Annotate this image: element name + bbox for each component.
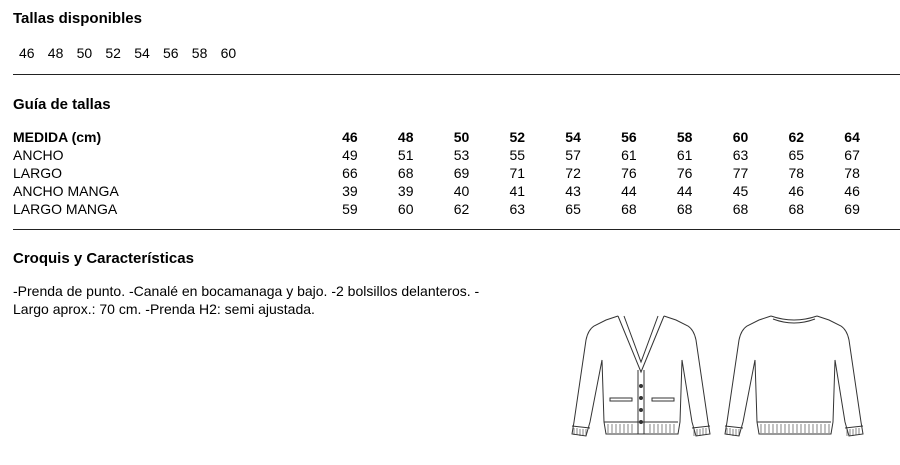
measure-value: 44 bbox=[621, 182, 637, 199]
measure-value: 66 bbox=[342, 164, 358, 181]
description-line: -Prenda de punto. -Canalé en bocamanaga y bajo. -2 bolsillos delanteros. - bbox=[13, 283, 480, 299]
measure-label: LARGO bbox=[13, 164, 63, 181]
size-option: 54 bbox=[134, 45, 150, 61]
measure-value: 57 bbox=[565, 146, 581, 163]
size-column-header: 48 bbox=[397, 128, 414, 145]
measure-value: 76 bbox=[676, 164, 693, 181]
measure-value: 51 bbox=[397, 146, 414, 163]
table-header-row bbox=[13, 128, 880, 146]
divider bbox=[13, 229, 900, 230]
measure-value: 41 bbox=[509, 182, 526, 199]
measure-value: 68 bbox=[397, 164, 414, 181]
size-column-header: 46 bbox=[342, 128, 358, 145]
measure-value: 72 bbox=[565, 164, 581, 181]
measure-value: 43 bbox=[565, 182, 581, 199]
measure-value: 68 bbox=[676, 200, 693, 217]
table-row bbox=[13, 182, 880, 200]
available-sizes-title: Tallas disponibles bbox=[13, 10, 142, 27]
measure-value: 63 bbox=[509, 200, 526, 217]
cardigan-back-sketch bbox=[719, 310, 869, 442]
size-guide-title: Guía de tallas bbox=[13, 96, 111, 113]
measure-label: LARGO MANGA bbox=[13, 200, 118, 217]
measure-value: 71 bbox=[509, 164, 526, 181]
garment-description bbox=[13, 282, 513, 318]
size-column-header: 56 bbox=[621, 128, 637, 145]
description-line: Largo aprox.: 70 cm. -Prenda H2: semi ajustada. bbox=[13, 301, 315, 317]
sketch-title: Croquis y Características bbox=[13, 250, 194, 267]
size-column-header: 62 bbox=[788, 128, 805, 145]
size-column-header: 50 bbox=[453, 128, 470, 145]
available-sizes-list bbox=[19, 45, 249, 61]
measure-value: 53 bbox=[453, 146, 470, 163]
measure-value: 61 bbox=[676, 146, 693, 163]
measure-value: 60 bbox=[397, 200, 414, 217]
measure-value: 65 bbox=[788, 146, 805, 163]
measure-value: 46 bbox=[788, 182, 805, 199]
size-guide-table bbox=[13, 128, 880, 218]
measure-value: 39 bbox=[397, 182, 414, 199]
size-column-header: 52 bbox=[509, 128, 526, 145]
measure-value: 78 bbox=[788, 164, 805, 181]
measure-value: 39 bbox=[342, 182, 358, 199]
measure-value: 61 bbox=[621, 146, 637, 163]
measure-label: ANCHO bbox=[13, 146, 64, 163]
measure-value: 67 bbox=[844, 146, 860, 163]
size-column-header: 60 bbox=[732, 128, 749, 145]
measure-value: 40 bbox=[453, 182, 470, 199]
measure-value: 78 bbox=[844, 164, 860, 181]
size-option: 50 bbox=[76, 45, 93, 61]
size-option: 46 bbox=[19, 45, 35, 61]
measure-value: 59 bbox=[342, 200, 358, 217]
measure-value: 55 bbox=[509, 146, 526, 163]
size-option: 52 bbox=[105, 45, 121, 61]
measure-value: 69 bbox=[453, 164, 470, 181]
size-column-header: 58 bbox=[676, 128, 693, 145]
size-column-header: 54 bbox=[565, 128, 581, 145]
size-option: 48 bbox=[47, 45, 64, 61]
measure-value: 77 bbox=[732, 164, 749, 181]
measure-value: 63 bbox=[732, 146, 749, 163]
measure-value: 68 bbox=[621, 200, 637, 217]
measure-value: 76 bbox=[621, 164, 637, 181]
size-option: 58 bbox=[191, 45, 208, 61]
table-row bbox=[13, 146, 880, 164]
size-option: 56 bbox=[162, 45, 179, 61]
measure-label: ANCHO MANGA bbox=[13, 182, 119, 199]
size-column-header: 64 bbox=[844, 128, 860, 145]
measure-header: MEDIDA (cm) bbox=[13, 128, 102, 145]
measure-value: 44 bbox=[676, 182, 693, 199]
table-row bbox=[13, 200, 880, 218]
measure-value: 49 bbox=[342, 146, 358, 163]
measure-value: 46 bbox=[844, 182, 860, 199]
measure-value: 68 bbox=[732, 200, 749, 217]
table-row bbox=[13, 164, 880, 182]
size-option: 60 bbox=[220, 45, 237, 61]
measure-value: 68 bbox=[788, 200, 805, 217]
divider bbox=[13, 74, 900, 75]
cardigan-front-sketch bbox=[566, 310, 716, 442]
measure-value: 69 bbox=[844, 200, 860, 217]
measure-value: 65 bbox=[565, 200, 581, 217]
measure-value: 45 bbox=[732, 182, 749, 199]
measure-value: 62 bbox=[453, 200, 470, 217]
